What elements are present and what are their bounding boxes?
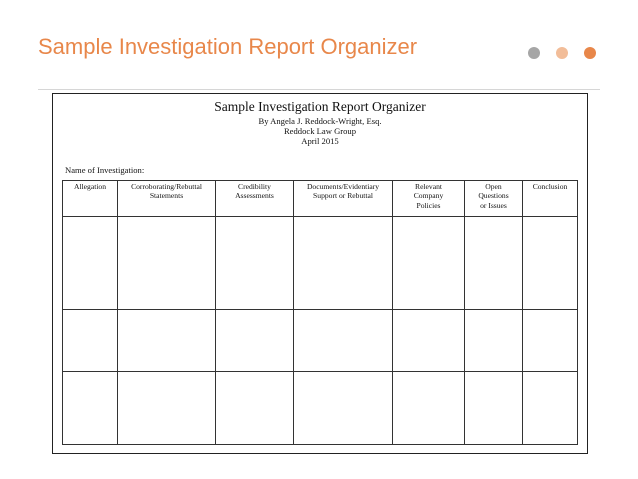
column-header-documents-evidentiary: Documents/Evidentiary Support or Rebuttal xyxy=(294,181,393,217)
investigation-name-label: Name of Investigation: xyxy=(65,165,145,175)
table-cell xyxy=(118,372,216,445)
table-cell xyxy=(294,372,393,445)
table-cell xyxy=(393,372,465,445)
column-header-credibility-assessments: Credibility Assessments xyxy=(216,181,294,217)
table-cell xyxy=(523,217,578,310)
column-header-open-questions: Open Questions or Issues xyxy=(465,181,523,217)
table-cell xyxy=(393,310,465,372)
table-cell xyxy=(216,372,294,445)
column-header-corroborating-statements: Corroborating/Rebuttal Statements xyxy=(118,181,216,217)
table-cell xyxy=(118,310,216,372)
table-row xyxy=(63,372,578,445)
table-cell xyxy=(465,372,523,445)
table-header-row xyxy=(63,181,578,217)
table-cell xyxy=(63,310,118,372)
decorative-dot-gray xyxy=(528,47,540,59)
table-cell xyxy=(523,372,578,445)
decorative-dot-peach xyxy=(556,47,568,59)
column-header-relevant-policies: Relevant Company Policies xyxy=(393,181,465,217)
table-cell xyxy=(216,217,294,310)
document-date: April 2015 xyxy=(301,136,339,146)
document-author: By Angela J. Reddock-Wright, Esq. xyxy=(258,116,382,126)
table-cell xyxy=(294,310,393,372)
title-divider xyxy=(38,89,600,90)
organizer-table xyxy=(62,180,578,445)
document-image xyxy=(52,93,588,454)
table-row xyxy=(63,310,578,372)
table-cell xyxy=(465,217,523,310)
table-cell xyxy=(63,217,118,310)
column-header-conclusion: Conclusion xyxy=(523,181,578,217)
table-row xyxy=(63,217,578,310)
table-cell xyxy=(118,217,216,310)
document-title: Sample Investigation Report Organizer xyxy=(214,99,426,114)
table-cell xyxy=(216,310,294,372)
table-cell xyxy=(393,217,465,310)
table-cell xyxy=(523,310,578,372)
column-header-allegation: Allegation xyxy=(63,181,118,217)
document-organization: Reddock Law Group xyxy=(283,126,357,136)
table-cell xyxy=(294,217,393,310)
decorative-dot-orange xyxy=(584,47,596,59)
table-cell xyxy=(63,372,118,445)
slide-title: Sample Investigation Report Organizer xyxy=(38,34,418,59)
table-cell xyxy=(465,310,523,372)
